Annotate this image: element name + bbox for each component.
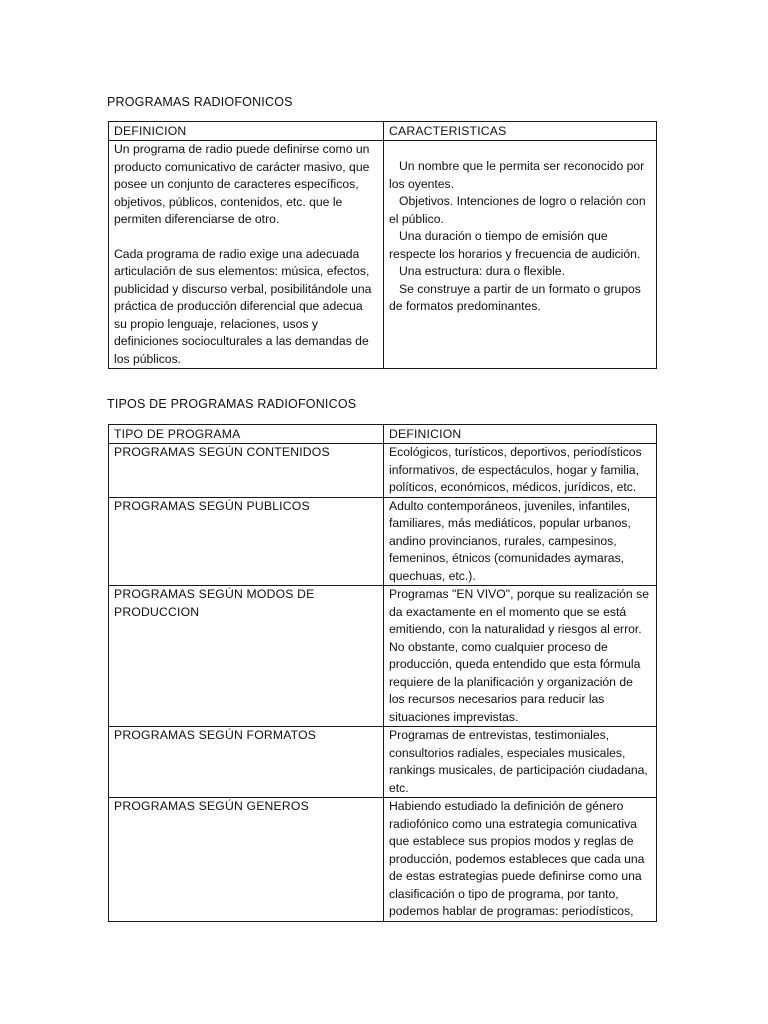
header-tipo-de-programa: TIPO DE PROGRAMA <box>109 425 384 444</box>
characteristic-item: Una estructura: dura o flexible. <box>399 264 565 278</box>
section-title-tipos: TIPOS DE PROGRAMAS RADIOFONICOS <box>107 397 357 411</box>
section-title-programas: PROGRAMAS RADIOFONICOS <box>107 95 293 109</box>
program-definition-cell: Habiendo estudiado la definición de género radiofónico como una estrategia comunicativa que establece sus propios modos y reglas de producción, podemos estableces que cada una de estas estrategias puede definirse como una clasificación o tipo de programa, por tanto, podemos hablar de programas: periodísticos, <box>384 798 657 922</box>
program-definition-cell: Programas de entrevistas, testimoniales, consultorios radiales, especiales musicales, rankings musicales, de participación ciudadana, etc. <box>384 727 657 798</box>
table-row <box>109 727 657 798</box>
table-tipos <box>108 424 657 922</box>
program-type-cell: PROGRAMAS SEGÚN FORMATOS <box>109 727 384 798</box>
program-definition-cell: Adulto contemporáneos, juveniles, infantiles, familiares, más mediáticos, popular urbanos, andino provincianos, rurales, campesinos, femeninos, étnicos (comunidades aymaras, quechuas, etc.). <box>384 497 657 586</box>
table-row <box>109 586 657 727</box>
table-row <box>109 444 657 498</box>
program-definition-cell: Ecológicos, turísticos, deportivos, periodísticos informativos, de espectáculos, hogar y familia, políticos, económicos, médicos, jurídicos, etc. <box>384 444 657 498</box>
definition-paragraph-1: Un programa de radio puede definirse como un producto comunicativo de carácter masivo, que posee un conjunto de caracteres específicos, objetivos, públicos, contenidos, etc. que le permiten diferenciarse de otro. <box>114 142 370 226</box>
program-type-cell: PROGRAMAS SEGÚN CONTENIDOS <box>109 444 384 498</box>
table-programas <box>108 121 657 369</box>
header-caracteristicas: CARACTERISTICAS <box>384 122 657 141</box>
characteristic-item: Una duración o tiempo de emisión que respecte los horarios y frecuencia de audición. <box>389 229 641 261</box>
definition-cell <box>109 141 384 369</box>
table-header-row <box>109 122 657 141</box>
program-definition-cell: Programas "EN VIVO", porque su realización se da exactamente en el momento que se está emitiendo, con la naturalidad y riesgos al error. No obstante, como cualquier proceso de producción, queda entendido que esta fórmula requiere de la planificación y organización de los recursos necesarios para reducir las situaciones imprevistas. <box>384 586 657 727</box>
header-definicion: DEFINICION <box>384 425 657 444</box>
header-definicion: DEFINICION <box>109 122 384 141</box>
characteristic-item: Un nombre que le permita ser reconocido por los oyentes. <box>389 159 645 191</box>
definition-paragraph-2: Cada programa de radio exige una adecuada articulación de sus elementos: música, efectos, publicidad y discurso verbal, posibilitándole una práctica de producción diferencial que adecua su propio lenguaje, relaciones, usos y definiciones socioculturales a las demandas de los públicos. <box>114 246 372 366</box>
program-type-cell: PROGRAMAS SEGÚN PUBLICOS <box>109 497 384 586</box>
characteristic-item: Objetivos. Intenciones de logro o relación con el público. <box>389 194 646 226</box>
table-header-row <box>109 425 657 444</box>
program-type-cell: PROGRAMAS SEGÚN MODOS DE PRODUCCION <box>109 586 384 727</box>
characteristics-cell <box>384 141 657 369</box>
program-type-cell: PROGRAMAS SEGÚN GENEROS <box>109 798 384 922</box>
table-row <box>109 798 657 922</box>
characteristic-item: Se construye a partir de un formato o grupos de formatos predominantes. <box>389 281 641 313</box>
table-row <box>109 497 657 586</box>
table-row <box>109 141 657 369</box>
